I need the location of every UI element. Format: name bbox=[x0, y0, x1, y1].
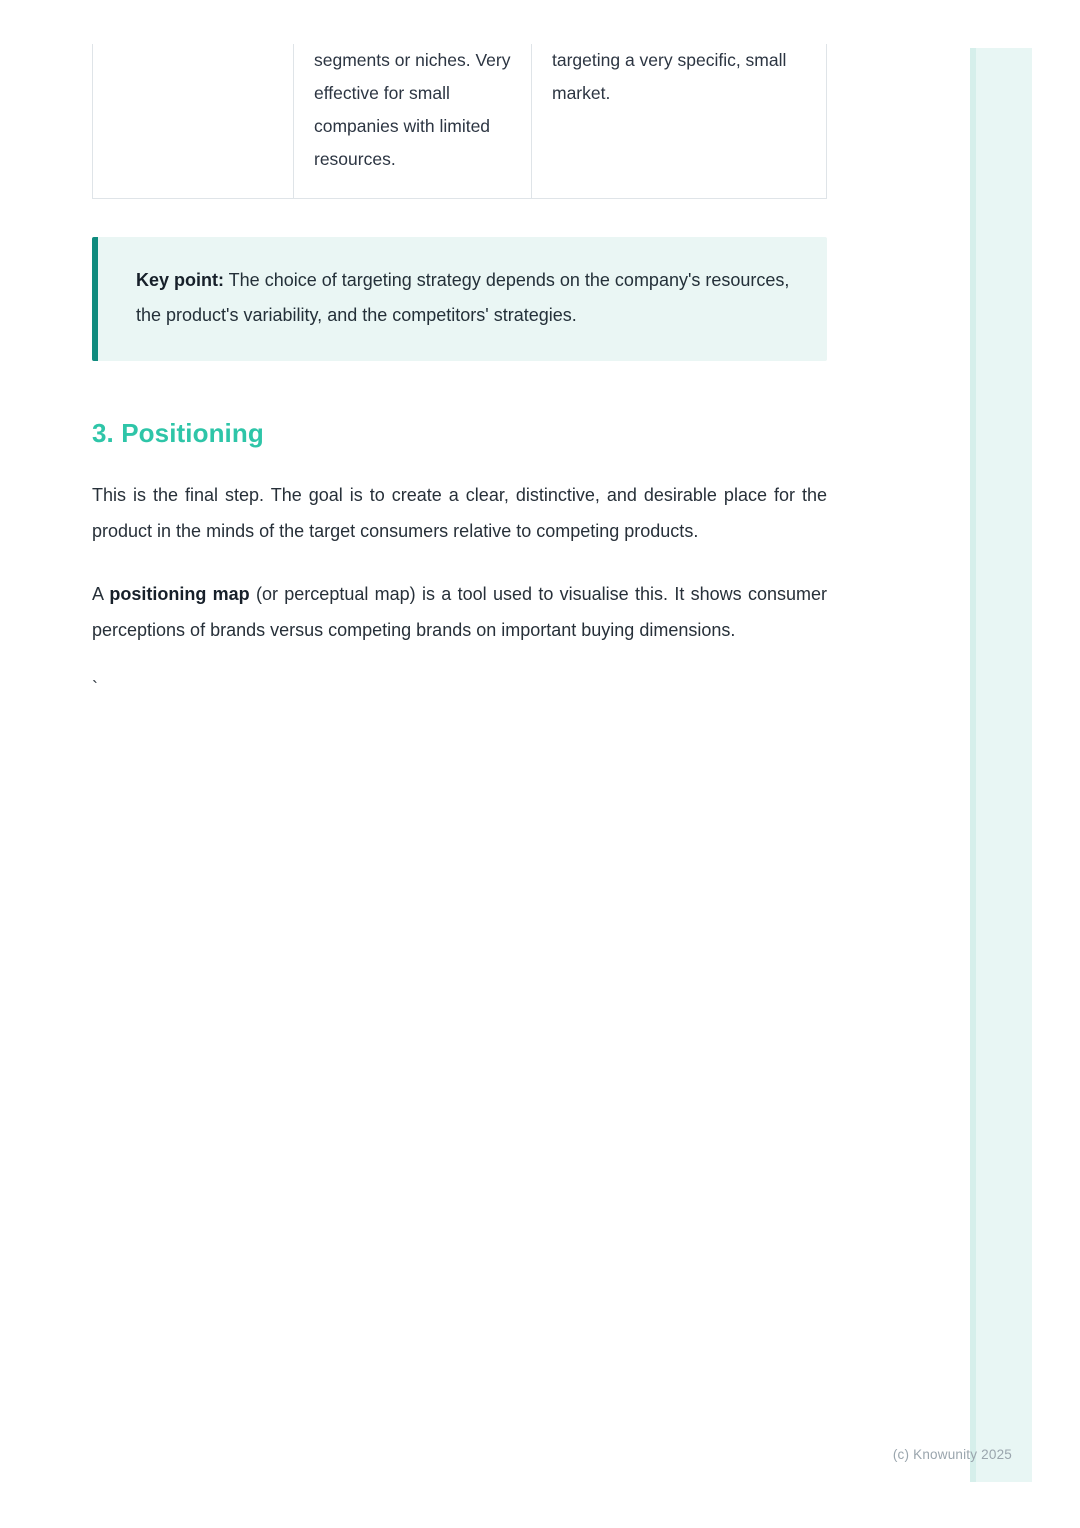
table-cell-note: targeting a very specific, small market. bbox=[532, 44, 827, 198]
page-side-band-stripe bbox=[970, 48, 976, 1482]
paragraph-positioning-map bbox=[92, 577, 827, 648]
page-content bbox=[92, 44, 827, 700]
key-point-text bbox=[136, 263, 797, 333]
table-row bbox=[92, 44, 827, 199]
page-title: 3. Positioning bbox=[92, 418, 264, 448]
page-side-band bbox=[976, 48, 1032, 1482]
key-point-callout bbox=[92, 237, 827, 361]
term-positioning-map: positioning map bbox=[109, 584, 250, 604]
paragraph-positioning-intro: This is the final step. The goal is to create a clear, distinctive, and desirable place for the product in the minds of the target consumers relative to competing products. bbox=[92, 485, 827, 541]
key-point-label: Key point: bbox=[136, 270, 224, 290]
footer-copyright: (c) Knowunity 2025 bbox=[892, 1447, 1012, 1462]
key-point-body: The choice of targeting strategy depends on the company's resources, the product's variability, and the competitors' strategies. bbox=[136, 270, 790, 325]
paragraph-suffix: (or perceptual map) is a tool used to visualise this. It shows consumer perceptions of brands versus competing brands on important buying dimensions. bbox=[92, 584, 828, 640]
stray-backtick: ` bbox=[92, 678, 98, 698]
table-cell-empty bbox=[92, 44, 294, 198]
table-cell-description: segments or niches. Very effective for small companies with limited resources. bbox=[294, 44, 532, 198]
paragraph-prefix: A bbox=[92, 584, 110, 604]
